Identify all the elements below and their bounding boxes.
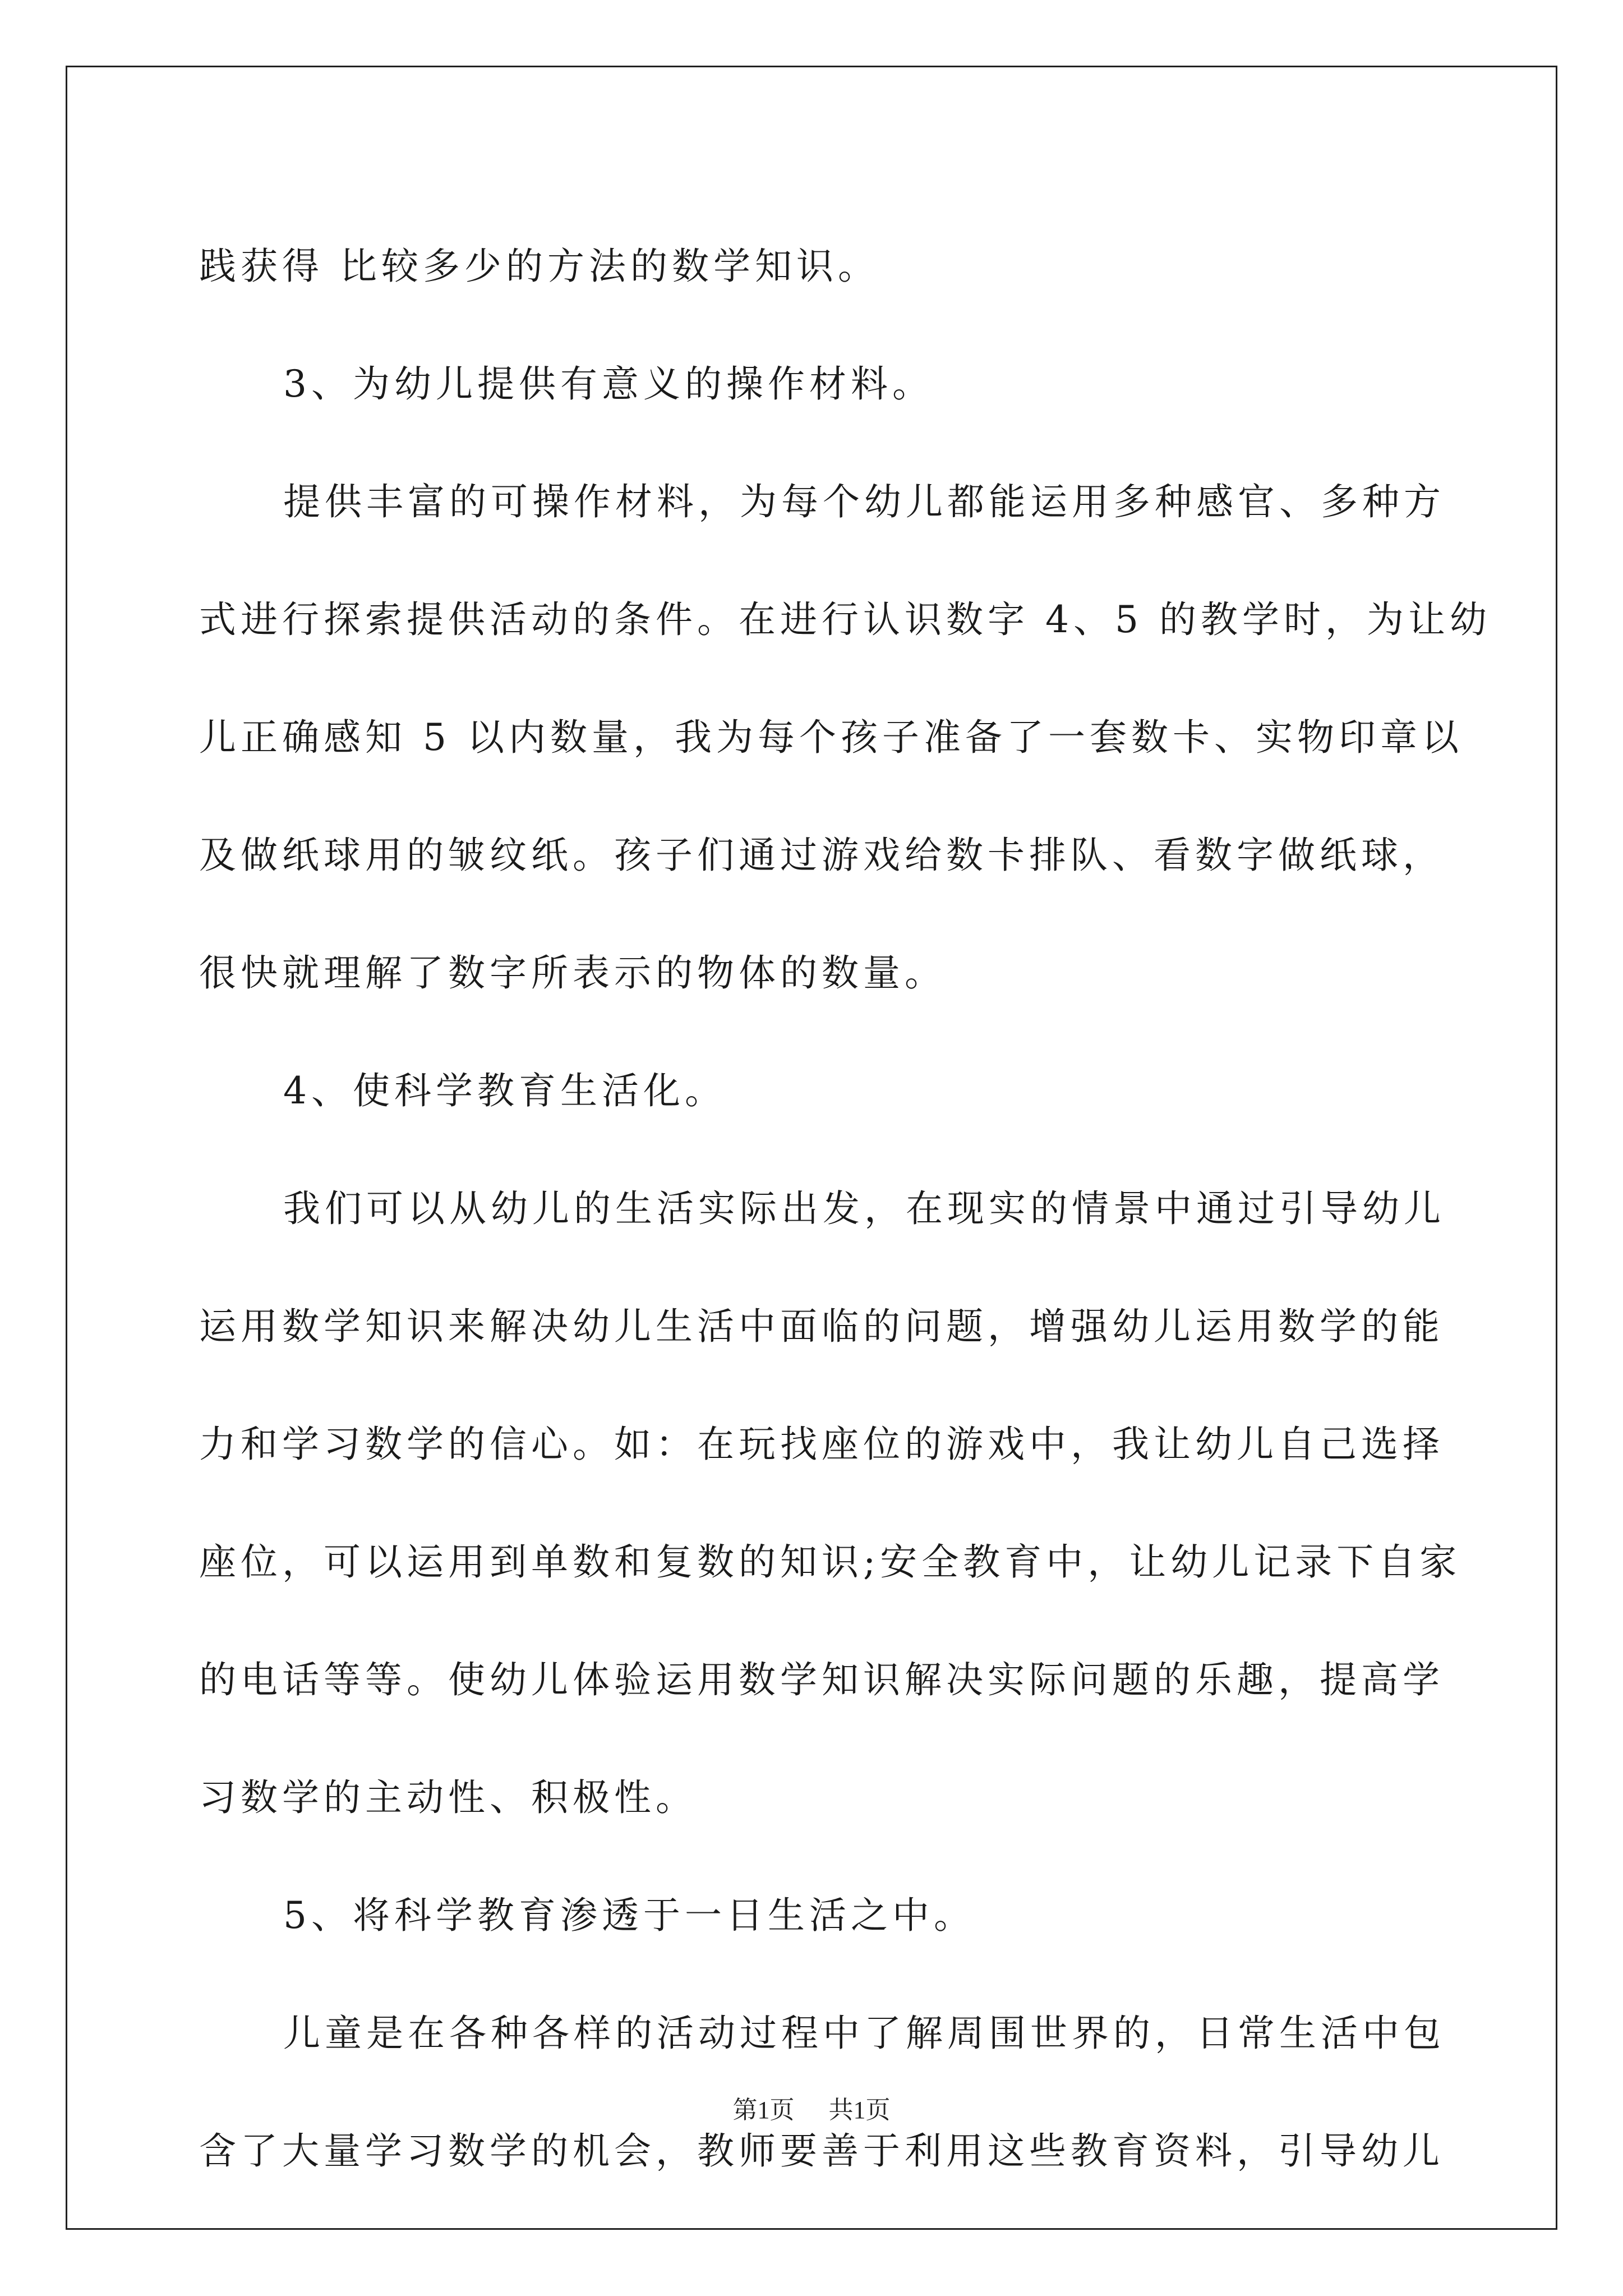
text-line: 我们可以从幼儿的生活实际出发，在现实的情景中通过引导幼儿 [283,1187,1445,1230]
text-line: 践获得 比较多少的方法的数学知识。 [199,245,879,288]
section-heading: 5、将科学教育渗透于一日生活之中。 [283,1894,975,1937]
text-line: 很快就理解了数字所表示的物体的数量。 [199,951,946,995]
text-line: 及做纸球用的皱纹纸。孩子们通过游戏给数卡排队、看数字做纸球， [199,834,1444,877]
text-line: 运用数学知识来解决幼儿生活中面临的问题，增强幼儿运用数学的能 [199,1305,1444,1348]
text-line: 提供丰富的可操作材料，为每个幼儿都能运用多种感官、多种方 [283,480,1445,523]
text-line: 式进行探索提供活动的条件。在进行认识数字 4、5 的教学时，为让幼 [199,598,1491,641]
section-heading: 3、为幼儿提供有意义的操作材料。 [283,362,934,406]
text-line: 含了大量学习数学的机会，教师要善于利用这些教育资料，引导幼儿 [199,2129,1444,2173]
text-line: 儿正确感知 5 以内数量，我为每个孩子准备了一套数卡、实物印章以 [199,716,1463,759]
text-line: 力和学习数学的信心。如：在玩找座位的游戏中，我让幼儿自己选择 [199,1423,1444,1466]
text-line: 座位，可以运用到单数和复数的知识;安全教育中，让幼儿记录下自家 [199,1540,1461,1584]
text-line: 儿童是在各种各样的活动过程中了解周围世界的，日常生活中包 [283,2012,1445,2055]
text-line: 的电话等等。使幼儿体验运用数学知识解决实际问题的乐趣，提高学 [199,1658,1444,1701]
text-line: 习数学的主动性、积极性。 [199,1776,697,1819]
page-number: 第1页 [732,2096,795,2124]
document-body [199,208,1491,2210]
page-footer [0,2090,1623,2125]
page-total: 共1页 [828,2096,891,2124]
section-heading: 4、使科学教育生活化。 [283,1069,726,1112]
